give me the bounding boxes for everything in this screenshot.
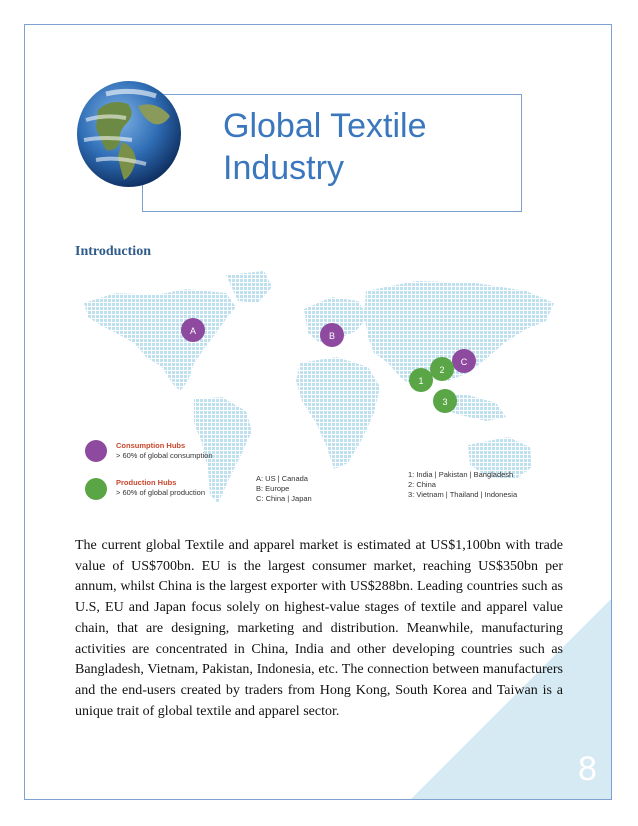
landmass-africa [296,357,380,469]
svg-text:1: 1 [418,376,424,386]
svg-text:A: US | Canada: A: US | Canada [256,474,308,483]
globe-image [76,80,182,188]
hub-marker-c [452,349,476,373]
landmass-north-america [84,289,236,391]
page-title: Global Textile Industry [223,107,427,187]
hub-marker-b [320,323,344,347]
hub-marker-1 [409,368,433,392]
svg-text:2: 2 [439,365,445,375]
legend-consumption [85,440,213,462]
key-numbers [408,470,518,499]
svg-text:> 60% of global consumption: > 60% of global consumption [116,451,213,460]
svg-text:C: C [460,357,468,367]
landmass-greenland [226,271,272,303]
body-paragraph: The current global Textile and apparel market is estimated at US$1,100bn with trade value of US$700bn. EU is the largest consumer market, reaching US$350bn per annum, whilst China is the largest exporter with US$288bn. Leading countries such as U.S, EU and Japan focus solely on highest-value stages of textile and apparel value chain, that are designing, marketing and distribution. Meanwhile, manufacturing activities are concentrated in China, India and other developing countries such as Bangladesh, Vietnam, Pakistan, Indonesia, etc. The connection between manufacturers and the end-users created by traders from Hong Kong, South Korea and Taiwan is a unique trait of global textile and apparel sector. [75,538,563,719]
svg-text:3: 3 [442,397,448,407]
hub-marker-2 [430,357,454,381]
key-letters [256,474,312,503]
world-map [76,263,562,521]
svg-text:> 60% of global production: > 60% of global production [116,488,206,497]
svg-text:2: China: 2: China [408,480,436,489]
page-number: 8 [578,750,597,788]
hub-marker-3 [433,389,457,413]
svg-text:B: Europe: B: Europe [256,484,290,493]
legend-production [85,478,205,500]
svg-text:1: India | Pakistan | Banglade: 1: India | Pakistan | Bangladesh [408,470,514,479]
svg-text:A: A [189,326,197,336]
svg-text:B: B [328,331,336,341]
svg-text:C: China | Japan: C: China | Japan [256,494,312,503]
section-heading: Introduction [75,244,151,259]
svg-text:Production Hubs: Production Hubs [116,478,177,487]
world-map-figure [76,263,562,521]
svg-text:3: Vietnam | Thailand | Indone: 3: Vietnam | Thailand | Indonesia [408,490,518,499]
title-box [142,94,522,212]
svg-text:Consumption Hubs: Consumption Hubs [116,441,186,450]
hub-marker-a [181,318,205,342]
